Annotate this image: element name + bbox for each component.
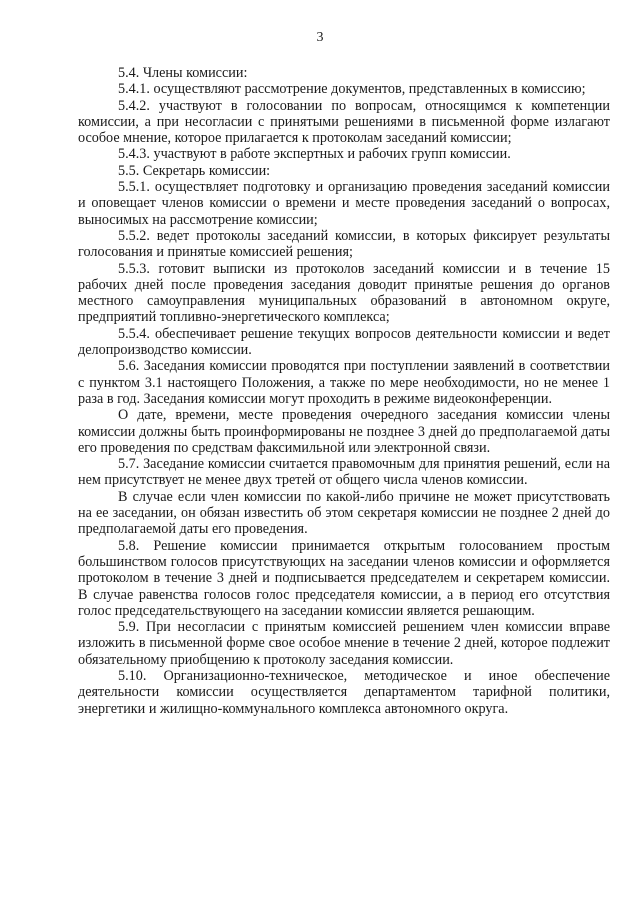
clause-5-6-notice: О дате, времени, месте проведения очередного заседания комиссии члены комиссии должны быть проинформированы не позднее 3 дней до предполагаемой даты его проведения по средствам факсимильной или электронной связи. (78, 407, 610, 456)
section-5-5-heading: 5.5. Секретарь комиссии: (118, 162, 271, 179)
clause-5-10: 5.10. Организационно-техническое, методическое и иное обеспечение деятельности комиссии осуществляется департаментом тарифной политики, энергетики и жилищно-коммунального комплекса автономного округа. (78, 667, 610, 717)
clause-5-9: 5.9. При несогласии с принятым комиссией решением член комиссии вправе изложить в письменной форме свое особое мнение в течение 2 дней, которое подлежит обязательному приобщению к протоколу заседания комиссии. (78, 619, 610, 668)
clause-5-7: 5.7. Заседание комиссии считается правомочным для принятия решений, если на нем присутствует не менее двух третей от общего числа членов комиссии. (78, 456, 610, 489)
clause-5-5-2: 5.5.2. ведет протоколы заседаний комиссии, в которых фиксирует результаты голосования и принятые комиссией решения; (78, 227, 610, 261)
clause-5-5-4: 5.5.4. обеспечивает решение текущих вопросов деятельности комиссии и ведет делопроизводство комиссии. (78, 325, 610, 359)
clause-5-8: 5.8. Решение комиссии принимается открытым голосованием простым большинством голосов присутствующих на заседании членов комиссии и оформляется протоколом в течение 3 дней и подписывается председателем и секретарем комиссии. В случае равенства голосов голос председателя комиссии, а в период его отсутствия голос председательствующего на заседании комиссии является решающим. (78, 537, 610, 619)
clause-5-6: 5.6. Заседания комиссии проводятся при поступлении заявлений в соответствии с пунктом 3.1 настоящего Положения, а также по мере необходимости, но не менее 1 раза в год. Заседания комиссии могут проходить в режиме видеоконференции. (78, 358, 610, 407)
clause-5-4-1: 5.4.1. осуществляют рассмотрение документов, представленных в комиссию; (118, 81, 586, 98)
document-body (78, 65, 610, 717)
section-5-4-heading: 5.4. Члены комиссии: (118, 65, 248, 81)
clause-5-7-absence: В случае если член комиссии по какой-либо причине не может присутствовать на ее заседании, он обязан известить об этом секретаря комиссии не позднее 2 дней до предполагаемой даты его проведения. (78, 488, 610, 538)
page-number: 3 (316, 30, 324, 45)
clause-5-5-3: 5.5.3. готовит выписки из протоколов заседаний комиссии и в течение 15 рабочих дней после проведения заседания доводит принятые решения до органов местного самоуправления муниципальных образований в автономном округе, предприятий топливно-энергетического комплекса; (78, 260, 610, 326)
clause-5-5-1: 5.5.1. осуществляет подготовку и организацию проведения заседаний комиссии и оповещает членов комиссии о времени и месте проведения заседаний о вопросах, выносимых на рассмотрение комиссии; (78, 179, 610, 228)
clause-5-4-2: 5.4.2. участвуют в голосовании по вопросам, относящимся к компетенции комиссии, а при несогласии с принятыми решениями в письменной форме излагают особое мнение, которое прилагается к протоколам заседаний комиссии; (78, 97, 610, 147)
clause-5-4-3: 5.4.3. участвуют в работе экспертных и рабочих групп комиссии. (118, 146, 511, 163)
